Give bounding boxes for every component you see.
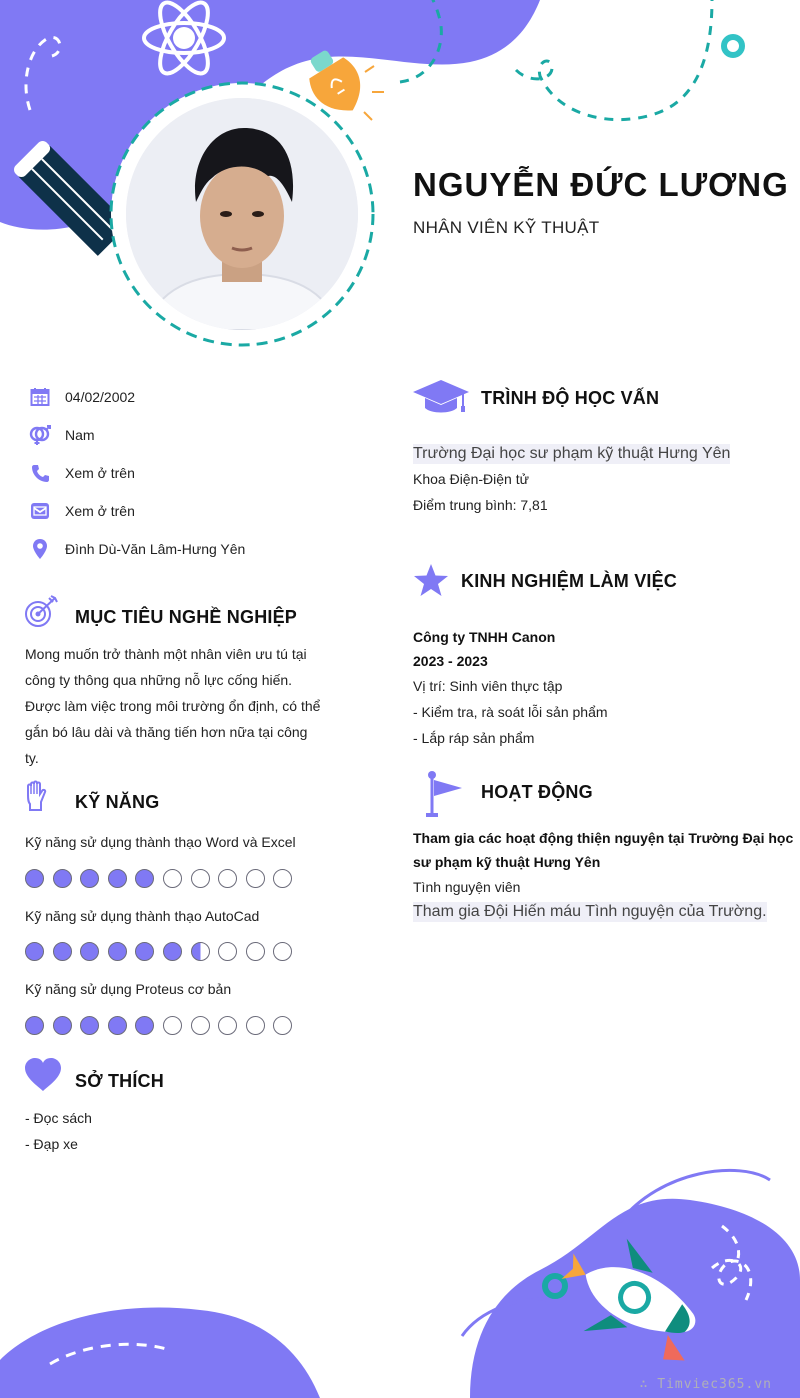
skill-dot xyxy=(135,942,154,961)
skill-dot xyxy=(108,869,127,888)
graduation-cap-icon xyxy=(413,378,469,419)
phone-text: Xem ở trên xyxy=(65,465,135,481)
gender-icon xyxy=(28,423,52,447)
calendar-icon xyxy=(28,385,52,409)
address-text: Đình Dù-Văn Lâm-Hưng Yên xyxy=(65,541,246,557)
faculty-name: Khoa Điện-Điện tử xyxy=(413,471,529,487)
objective-line: ty. xyxy=(25,750,39,766)
skill-name: Kỹ năng sử dụng Proteus cơ bản xyxy=(25,981,232,997)
skill-dot xyxy=(246,1016,265,1035)
skill-name: Kỹ năng sử dụng thành thạo Word và Excel xyxy=(25,834,296,850)
skill-dot xyxy=(191,942,210,961)
skill-name: Kỹ năng sử dụng thành thạo AutoCad xyxy=(25,908,260,924)
activity-role: Tình nguyện viên xyxy=(413,879,521,895)
objective-title: MỤC TIÊU NGHỀ NGHIỆP xyxy=(75,607,298,627)
job-title: NHÂN VIÊN KỸ THUẬT xyxy=(413,218,600,237)
activity-heading: sư phạm kỹ thuật Hưng Yên xyxy=(413,854,601,870)
school-name: Trường Đại học sư phạm kỹ thuật Hưng Yên xyxy=(413,445,731,462)
skill-dot xyxy=(80,942,99,961)
hobby-item: - Đọc sách xyxy=(25,1110,92,1126)
work-task: - Kiểm tra, rà soát lỗi sản phẩm xyxy=(413,704,608,720)
skill-dot xyxy=(163,1016,182,1035)
skill-dot xyxy=(246,942,265,961)
contact-address xyxy=(28,537,245,561)
activity-heading: Tham gia các hoạt động thiện nguyện tại Trường Đại học xyxy=(413,830,794,846)
skill-dot xyxy=(191,869,210,888)
skill-dot xyxy=(273,1016,292,1035)
skill-dot xyxy=(163,869,182,888)
flag-icon xyxy=(424,770,464,823)
hobby-item: - Đạp xe xyxy=(25,1136,78,1152)
skill-dot xyxy=(273,942,292,961)
email-text: Xem ở trên xyxy=(65,503,135,519)
skill-dot xyxy=(25,942,44,961)
profile-photo xyxy=(126,98,358,330)
footer-decoration xyxy=(0,1160,800,1398)
work-task: - Lắp ráp sản phẩm xyxy=(413,730,535,746)
skills-title: KỸ NĂNG xyxy=(75,792,160,812)
phone-icon xyxy=(28,461,52,485)
hand-icon xyxy=(24,780,48,817)
skill-dot xyxy=(163,942,182,961)
work-role: Vị trí: Sinh viên thực tập xyxy=(413,678,563,694)
objective-line: gắn bó lâu dài và thăng tiến hơn nữa tại công xyxy=(25,724,308,740)
heart-icon xyxy=(24,1058,62,1097)
objective-line: Được làm việc trong môi trường ổn định, có thể xyxy=(25,698,321,714)
skill-dot xyxy=(273,869,292,888)
skill-dot xyxy=(53,869,72,888)
skill-dot xyxy=(218,869,237,888)
skill-rating xyxy=(25,869,292,888)
contact-gender xyxy=(28,423,95,447)
watermark: ∴ Timviec365.vn xyxy=(639,1377,772,1392)
skill-dot xyxy=(135,1016,154,1035)
activity-detail: Tham gia Đội Hiến máu Tình nguyện của Trường. xyxy=(413,903,767,920)
skill-dot xyxy=(25,1016,44,1035)
gender-text: Nam xyxy=(65,427,95,443)
birthday-text: 04/02/2002 xyxy=(65,389,136,405)
skill-dot xyxy=(218,1016,237,1035)
work-period: 2023 - 2023 xyxy=(413,653,488,669)
skill-dot xyxy=(191,1016,210,1035)
skill-dot xyxy=(80,1016,99,1035)
avatar xyxy=(108,80,376,348)
skill-dot xyxy=(25,869,44,888)
contact-birthday xyxy=(28,385,135,409)
email-icon xyxy=(28,499,52,523)
skill-dot xyxy=(218,942,237,961)
location-icon xyxy=(28,537,52,561)
hobbies-title: SỞ THÍCH xyxy=(75,1071,164,1091)
skill-dot xyxy=(108,1016,127,1035)
contact-email xyxy=(28,499,135,523)
objective-text xyxy=(25,641,325,771)
experience-title: KINH NGHIỆM LÀM VIỆC xyxy=(461,571,678,591)
skill-rating xyxy=(25,1016,292,1035)
activities-title: HOẠT ĐỘNG xyxy=(481,782,593,802)
objective-line: Mong muốn trở thành một nhân viên ưu tú tại xyxy=(25,646,307,662)
skill-dot xyxy=(135,869,154,888)
skill-dot xyxy=(53,942,72,961)
candidate-name: NGUYỄN ĐỨC LƯƠNG xyxy=(413,166,789,203)
contact-phone xyxy=(28,461,135,485)
objective-line: công ty thông qua những nỗ lực cống hiến. xyxy=(25,672,293,688)
company-name: Công ty TNHH Canon xyxy=(413,629,556,645)
skill-dot xyxy=(246,869,265,888)
star-icon xyxy=(413,563,449,602)
skill-dot xyxy=(53,1016,72,1035)
education-title: TRÌNH ĐỘ HỌC VẤN xyxy=(481,388,660,408)
gpa-text: Điểm trung bình: 7,81 xyxy=(413,497,548,513)
target-icon xyxy=(24,594,60,633)
skill-dot xyxy=(80,869,99,888)
skill-rating xyxy=(25,942,292,961)
skill-dot xyxy=(108,942,127,961)
